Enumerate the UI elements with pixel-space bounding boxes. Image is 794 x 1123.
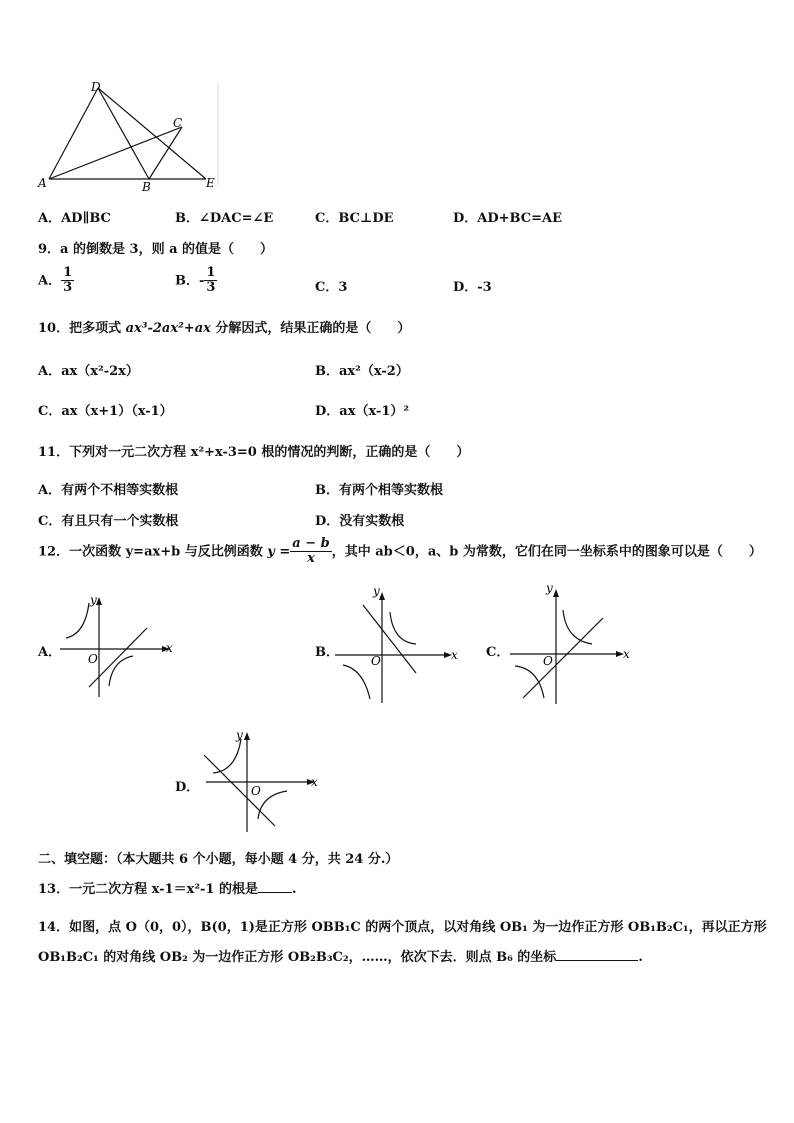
q11-option-c: C．有且只有一个实数根 (38, 514, 179, 529)
q9-a-num: 1 (63, 265, 73, 280)
label-D: D (91, 80, 101, 94)
q12-option-c-label: C． (486, 645, 510, 660)
q14-end: . (638, 950, 643, 965)
q9-a-den: 3 (63, 280, 73, 296)
q12-frac-num: a − b (292, 536, 330, 551)
q14-line2-text: OB₁B₂C₁ 的对角线 OB₂ 为一边作正方形 OB₂B₃C₂，……，依次下去．则点 B₆ 的坐标 (38, 950, 557, 965)
axis-label-x: x (623, 647, 630, 661)
q13-end: . (292, 882, 297, 897)
axis-label-x: x (311, 775, 318, 789)
axis-label-x: x (166, 641, 173, 655)
q12-graph-c (510, 582, 640, 707)
q12-option-b-label: B． (315, 645, 339, 660)
q13 (38, 878, 297, 897)
q14-line2 (38, 946, 643, 965)
q8-option-b: B．∠DAC=∠E (175, 211, 274, 226)
q10-polynomial: ax³-2ax²+ax (125, 321, 211, 336)
q9-option-d: D．-3 (453, 280, 492, 295)
q10-option-a: A．ax（x²-2x） (38, 364, 139, 379)
q12-fraction (290, 537, 331, 567)
q10-stem-prefix: 10．把多项式 (38, 321, 126, 336)
q9-a-prefix: A． (38, 273, 62, 289)
q13-answer-blank[interactable] (258, 880, 292, 893)
label-B: B (142, 180, 151, 194)
section2-title: 二、填空题：（本大题共 6 个小题，每小题 4 分，共 24 分.） (38, 852, 399, 867)
q9-stem: 9．a 的倒数是 3，则 a 的值是（ ） (38, 242, 274, 257)
axis-label-y: y (90, 593, 97, 607)
axis-label-y: y (236, 728, 243, 742)
q12-option-d-label: D． (175, 780, 200, 795)
q8-option-d: D．AD+BC=AE (453, 211, 562, 226)
q9-option-a (38, 266, 74, 296)
q12-graph-b (335, 585, 465, 705)
q9-a-fraction (61, 266, 74, 296)
q11-option-b: B．有两个相等实数根 (315, 483, 443, 498)
q12-stem-prefix: 12．一次函数 y=ax+b 与反比例函数 (38, 544, 268, 560)
q11-option-d: D．没有实数根 (315, 514, 405, 529)
origin-label: O (543, 654, 553, 668)
q12-stem-suffix: ，其中 ab＜0，a、b 为常数，它们在同一坐标系中的图象可以是（ ） (331, 544, 762, 560)
q14-answer-blank[interactable] (556, 948, 638, 961)
origin-label: O (251, 784, 261, 798)
q9-b-prefix: B．- (175, 273, 205, 289)
axis-label-y: y (373, 584, 380, 598)
q9-b-den: 3 (206, 280, 216, 296)
origin-label: O (371, 654, 381, 668)
label-E: E (206, 176, 215, 190)
q10-option-c: C．ax（x+1）（x-1） (38, 404, 173, 419)
q9-option-c: C．3 (315, 280, 348, 295)
q11-stem: 11．下列对一元二次方程 x²+x-3=0 根的情况的判断，正确的是（ ） (38, 445, 470, 460)
origin-label: O (88, 652, 98, 666)
label-A: A (38, 176, 47, 190)
q11-option-a: A．有两个不相等实数根 (38, 483, 179, 498)
q10-stem-suffix: 分解因式，结果正确的是（ ） (210, 321, 411, 336)
q12-y-eq: y = (267, 544, 291, 560)
q12-stem (38, 537, 762, 567)
axis-label-y: y (546, 581, 553, 595)
q10-stem (38, 317, 410, 336)
q12-option-a-label: A． (38, 645, 62, 660)
q10-option-b: B．ax²（x-2） (315, 364, 409, 379)
q10-option-d: D．ax（x-1）² (315, 404, 410, 419)
label-C: C (173, 116, 183, 130)
triangle-figure (30, 75, 230, 195)
q9-b-num: 1 (206, 265, 216, 280)
q12-graph-a (60, 590, 180, 700)
q12-frac-den: x (307, 551, 315, 567)
q9-b-fraction (204, 266, 217, 296)
q14-line1: 14．如图，点 O（0，0），B(0，1)是正方形 OBB₁C 的两个顶点，以对角线 OB₁ 为一边作正方形 OB₁B₂C₁，再以正方形 (38, 920, 767, 935)
q8-option-a: A．AD∥BC (38, 211, 111, 226)
q9-option-b (175, 266, 217, 296)
q12-graph-d (198, 725, 328, 835)
q13-text: 13．一元二次方程 x-1＝x²-1 的根是 (38, 882, 258, 897)
axis-label-x: x (451, 648, 458, 662)
q8-option-c: C．BC⊥DE (315, 211, 394, 226)
